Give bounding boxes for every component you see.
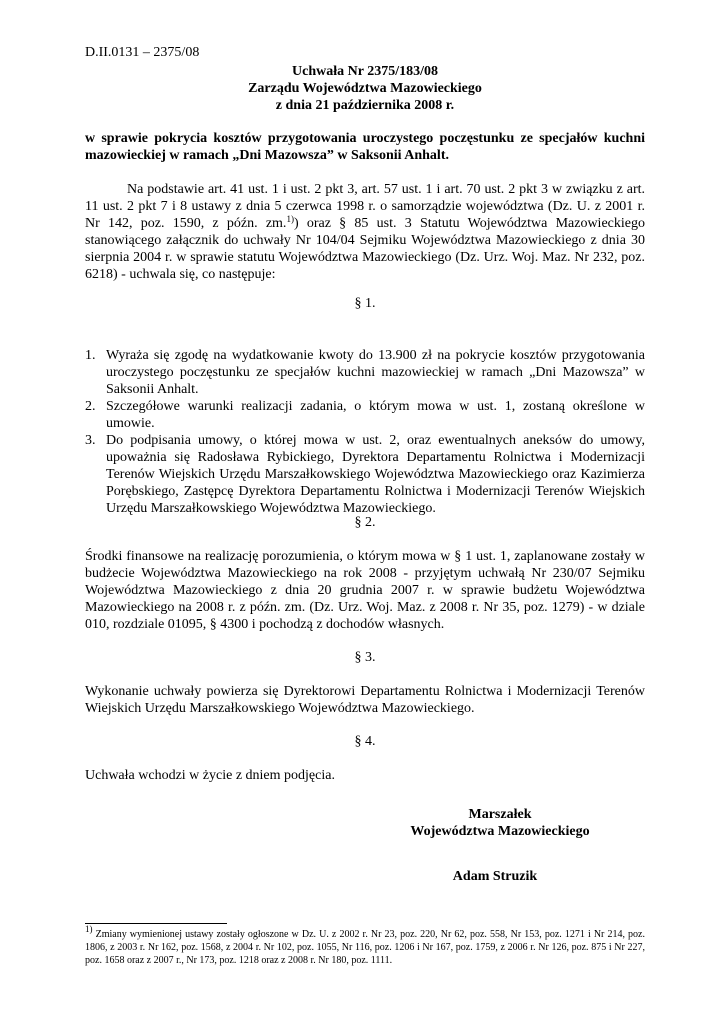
section-2-text: Środki finansowe na realizację porozumienia, o którym mowa w § 1 ust. 1, zaplanowane zostały w budżecie Województwa Mazowieckiego na rok 2008 - przyjętym uchwałą Nr 230/07 Sejmiku Województwa Mazowieckiego z dnia 20 grudnia 2007 r. w sprawie budżetu Województwa Mazowieckiego na 2008 r. z późn. zm. (Dz. Urz. Woj. Maz. z 2008 r. Nr 35, poz. 1279) - w dziale 010, rozdziale 01095, § 4300 i pochodzą z dochodów własnych.	[85, 549, 645, 632]
document-reference: D.II.0131 – 2375/08	[85, 45, 200, 60]
section-1-heading: § 1.	[354, 296, 376, 311]
list-item-number: 3.	[85, 433, 96, 448]
title-line-number: Uchwała Nr 2375/183/08	[292, 64, 438, 79]
preamble-text-start: Na podstawie art. 41 ust. 1 i ust. 2 pkt 3, art. 57 ust. 1 i art. 70 ust. 2 pkt 3 w związku z art. 11 ust. 2 pkt 7 i 8 ustawy z dnia 5 czerwca 1998 r. o samorządzie województwa (Dz. U. z 2001 r. Nr 142, poz. 1590, z późn. zm.	[85, 182, 645, 231]
list-item	[85, 347, 645, 398]
resolution-title	[85, 63, 645, 114]
resolution-subject: w sprawie pokrycia kosztów przygotowania uroczystego poczęstunku ze specjałów kuchni mazowieckiej w ramach „Dni Mazowsza” w Saksonii Anhalt.	[85, 131, 645, 163]
section-2-heading: § 2.	[354, 515, 376, 530]
list-item	[85, 398, 645, 432]
section-1-list	[85, 347, 645, 517]
footnote-reference: 1)	[286, 214, 294, 224]
list-item-text: Do podpisania umowy, o której mowa w ust. 2, oraz ewentualnych aneksów do umowy, upoważnia się Radosława Rybickiego, Dyrektora Departamentu Rolnictwa i Modernizacji Terenów Wiejskich Urzędu Marszałkowskiego Województwa Mazowieckiego oraz Kazimierza Porębskiego, Zastępcę Dyrektora Departamentu Rolnictwa i Modernizacji Terenów Wiejskich Urzędu Marszałkowskiego Województwa Mazowieckiego.	[106, 433, 645, 516]
signature-role-office: Województwa Mazowieckiego	[410, 824, 590, 839]
list-item-text: Wyraża się zgodę na wydatkowanie kwoty do 13.900 zł na pokrycie kosztów przygotowania uroczystego poczęstunku ze specjałów kuchni mazowieckiej w ramach „Dni Mazowsza” w Saksonii Anhalt.	[106, 348, 645, 397]
list-item-text: Szczegółowe warunki realizacji zadania, o którym mowa w ust. 1, zostaną określone w umowie.	[106, 399, 645, 431]
footnote-text: Zmiany wymienionej ustawy zostały ogłoszone w Dz. U. z 2002 r. Nr 23, poz. 220, Nr 62, poz. 558, Nr 153, poz. 1271 i Nr 214, poz. 1806, z 2003 r. Nr 162, poz. 1568, z 2004 r. Nr 102, poz. 1055, Nr 116, poz. 1206 i Nr 167, poz. 1759, z 2006 r. Nr 126, poz. 875 i Nr 227, poz. 1658 oraz z 2007 r., Nr 173, poz. 1218 oraz z 2008 r. Nr 180, poz. 1111.	[85, 929, 645, 966]
footnote	[85, 924, 645, 967]
section-4-text: Uchwała wchodzi w życie z dniem podjęcia.	[85, 768, 335, 783]
footnote-mark: 1)	[85, 924, 93, 934]
preamble-text-end: ) oraz § 85 ust. 3 Statutu Województwa Mazowieckiego stanowiącego załącznik do uchwały Nr 104/04 Sejmiku Województwa Mazowieckiego z dnia 30 sierpnia 2004 r. w sprawie statutu Województwa Mazowieckiego (Dz. Urz. Woj. Maz. Nr 232, poz. 6218) - uchwala się, co następuje:	[85, 216, 645, 282]
title-line-body: Zarządu Województwa Mazowieckiego	[248, 81, 482, 96]
preamble	[85, 181, 645, 283]
signature-role-title: Marszałek	[468, 807, 532, 822]
title-line-date: z dnia 21 października 2008 r.	[275, 98, 455, 113]
section-3-text: Wykonanie uchwały powierza się Dyrektorowi Departamentu Rolnictwa i Modernizacji Terenów Wiejskich Urzędu Marszałkowskiego Województwa Mazowieckiego.	[85, 684, 645, 716]
section-3-heading: § 3.	[354, 650, 376, 665]
signature-name: Adam Struzik	[452, 869, 538, 884]
footnote-divider	[85, 923, 227, 924]
section-4-heading: § 4.	[354, 734, 376, 749]
list-item	[85, 432, 645, 517]
list-item-number: 2.	[85, 399, 96, 414]
list-item-number: 1.	[85, 348, 96, 363]
